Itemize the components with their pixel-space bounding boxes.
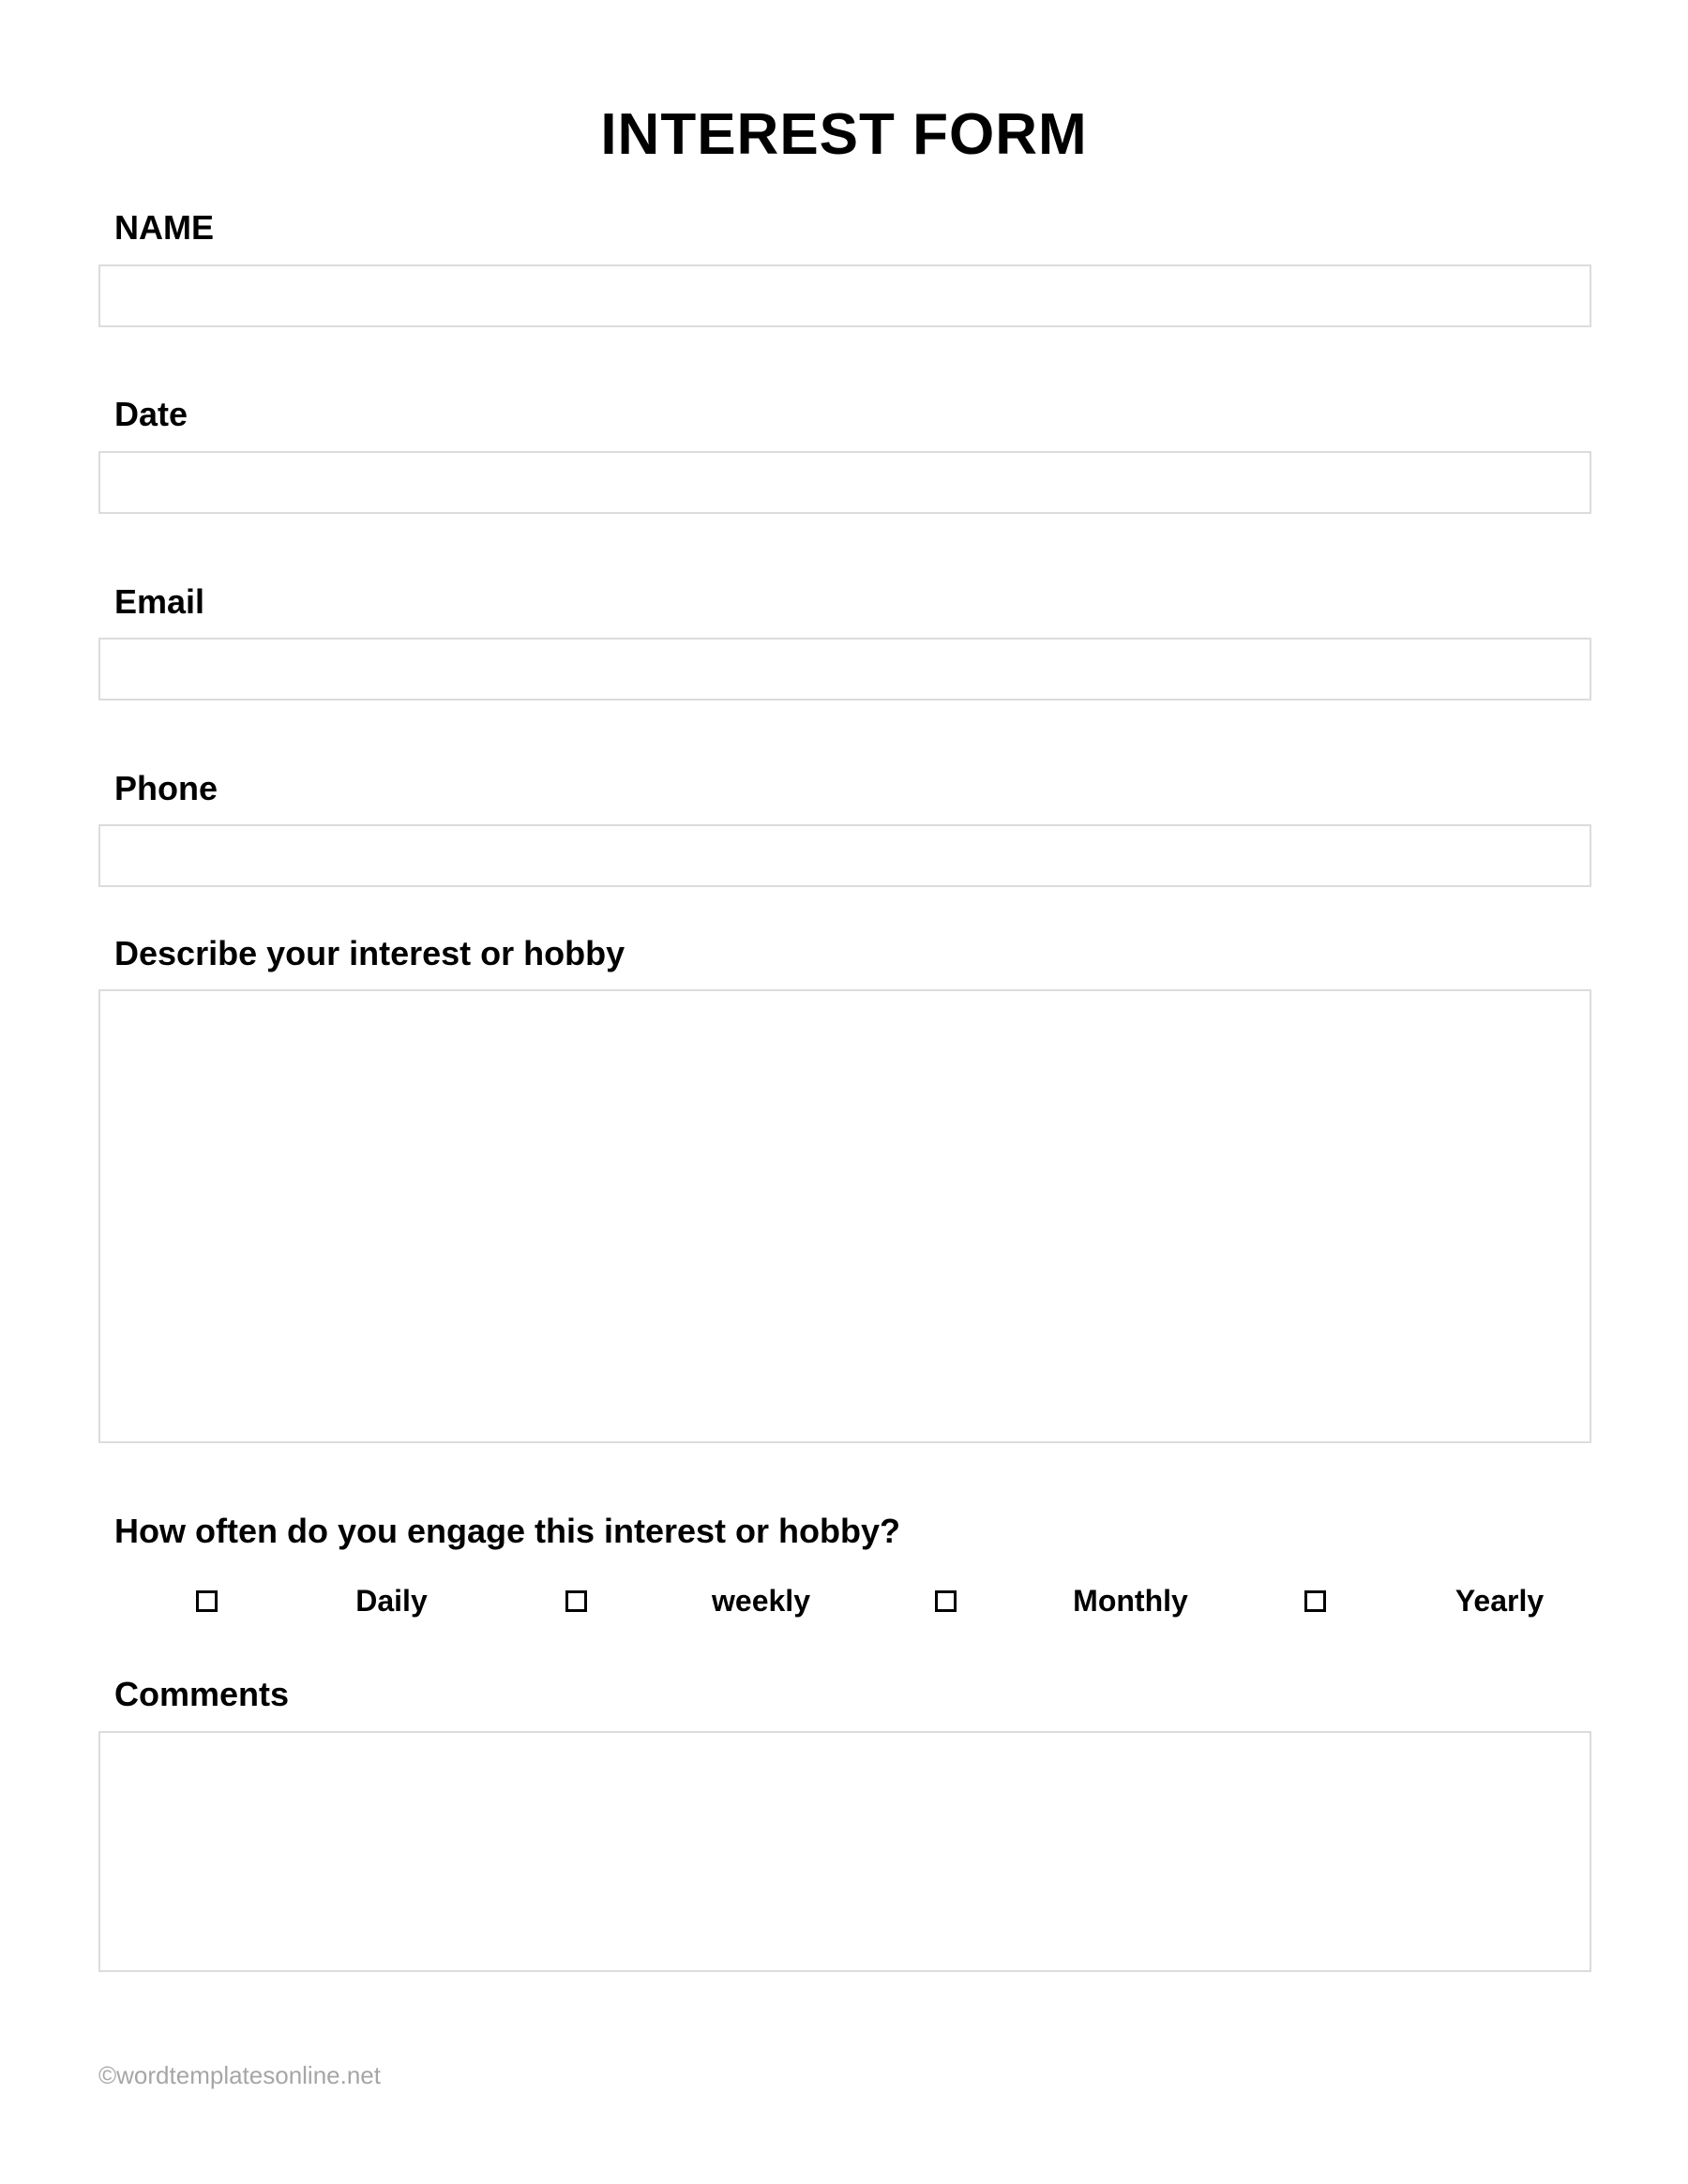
interest-textarea[interactable] bbox=[98, 989, 1591, 1443]
comments-label: Comments bbox=[114, 1675, 290, 1713]
form-title: INTEREST FORM bbox=[600, 102, 1088, 167]
phone-field[interactable] bbox=[98, 824, 1591, 887]
weekly-option-label: weekly bbox=[712, 1583, 810, 1618]
phone-label: Phone bbox=[114, 769, 219, 807]
daily-checkbox[interactable] bbox=[114, 1577, 299, 1624]
checkbox-icon bbox=[196, 1590, 218, 1612]
date-field[interactable] bbox=[98, 451, 1591, 514]
interest-label: Describe your interest or hobby bbox=[114, 934, 625, 972]
comments-textarea[interactable] bbox=[98, 1731, 1591, 1972]
yearly-option-label: Yearly bbox=[1454, 1583, 1545, 1618]
checkbox-icon bbox=[565, 1590, 587, 1612]
yearly-checkbox[interactable] bbox=[1223, 1577, 1408, 1624]
checkbox-icon bbox=[1304, 1590, 1326, 1612]
frequency-options bbox=[114, 1577, 1591, 1624]
frequency-question: How often do you engage this interest or hobby? bbox=[114, 1512, 901, 1550]
monthly-checkbox[interactable] bbox=[853, 1577, 1038, 1624]
weekly-checkbox[interactable] bbox=[484, 1577, 669, 1624]
copyright-footer: ©wordtemplatesonline.net bbox=[98, 2061, 381, 2089]
name-field[interactable] bbox=[98, 264, 1591, 327]
email-field[interactable] bbox=[98, 638, 1591, 700]
daily-option-label: Daily bbox=[355, 1583, 428, 1618]
checkbox-icon bbox=[935, 1590, 957, 1612]
email-label: Email bbox=[114, 582, 205, 621]
name-label: NAME bbox=[114, 208, 214, 247]
date-label: Date bbox=[114, 395, 188, 433]
monthly-option-label: Monthly bbox=[1073, 1583, 1188, 1618]
